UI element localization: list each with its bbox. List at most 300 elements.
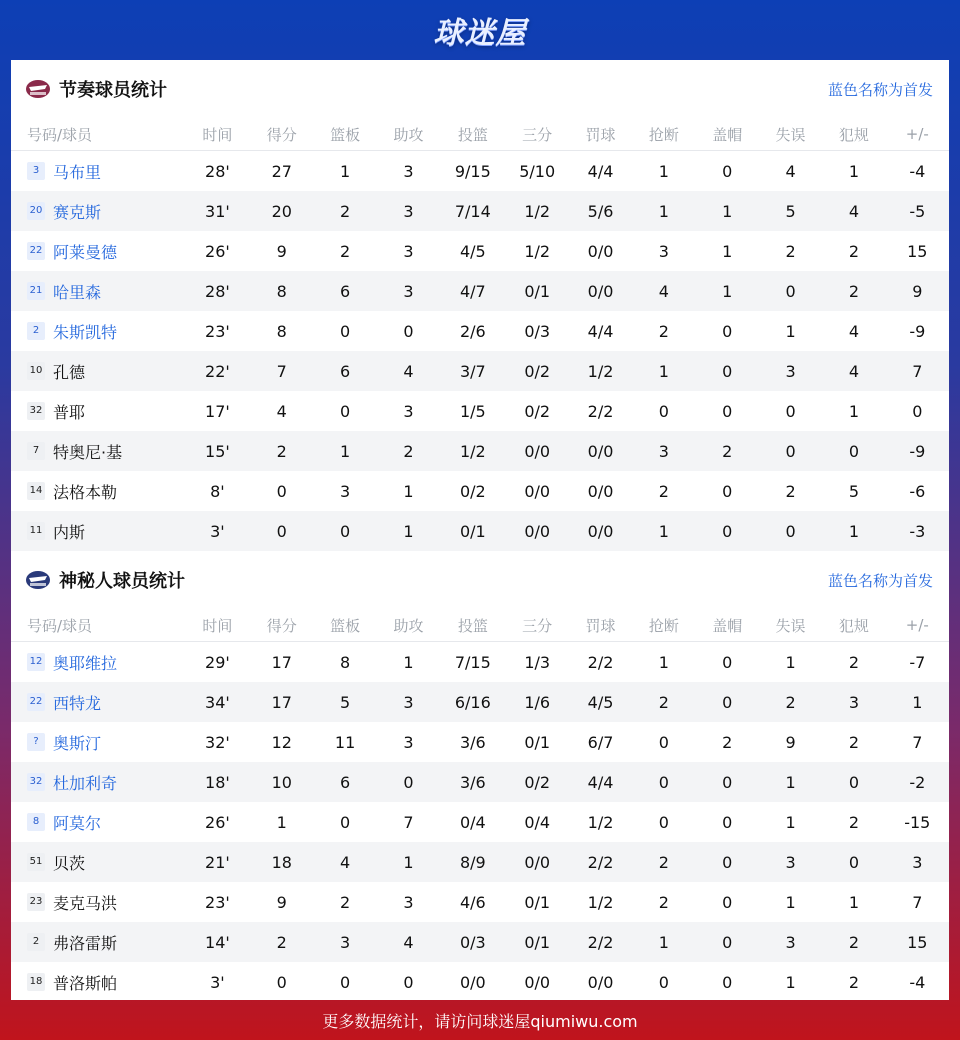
stat-cell: 3 — [403, 161, 414, 181]
player-name[interactable]: 弗洛雷斯 — [53, 933, 118, 953]
stat-cell: 0 — [822, 762, 885, 802]
stat-cell: 1 — [403, 652, 414, 672]
stat-cell: 12 — [271, 732, 292, 752]
footer-text[interactable]: 更多数据统计，请访问球迷屋qiumiwu.com — [322, 1011, 638, 1031]
stat-cell: 2 — [722, 732, 733, 752]
player-cell[interactable] — [11, 431, 185, 471]
column-header: 投篮 — [440, 609, 505, 642]
stat-cell: -2 — [886, 762, 949, 802]
table-row[interactable] — [11, 962, 949, 1002]
stat-cell: 7 — [403, 812, 414, 832]
stat-cell: 4 — [632, 271, 695, 311]
stat-cell: 4 — [848, 321, 859, 341]
stat-cell: 0 — [722, 892, 733, 912]
stat-cell: 8/9 — [440, 842, 505, 882]
stat-cell: 29' — [205, 652, 230, 672]
stat-cell: 3 — [632, 431, 695, 471]
jersey-number: 23 — [27, 893, 45, 911]
stat-cell: 6 — [313, 762, 376, 802]
stat-cell: 0/0 — [524, 481, 551, 501]
stat-cell: 3 — [377, 191, 440, 231]
stat-cell: 2 — [658, 892, 669, 912]
player-cell[interactable] — [11, 151, 185, 192]
stat-cell: 9/15 — [454, 161, 491, 181]
stat-cell: 0 — [696, 682, 759, 722]
column-header: 抢断 — [632, 118, 695, 151]
table-row[interactable] — [11, 802, 949, 842]
stat-cell: 0/0 — [569, 511, 632, 551]
player-cell[interactable] — [11, 511, 185, 551]
starter-note: 蓝色名称为首发 — [827, 80, 933, 99]
stat-cell: 0 — [696, 511, 759, 551]
stat-cell: 2 — [250, 922, 313, 962]
table-row[interactable] — [11, 642, 949, 683]
stat-cell: 1 — [848, 401, 859, 421]
table-row[interactable] — [11, 191, 949, 231]
stat-cell: 26' — [205, 812, 230, 832]
player-name[interactable]: 普洛斯帕 — [53, 973, 118, 993]
stat-cell: 0 — [759, 431, 822, 471]
stat-cell: 3' — [185, 511, 250, 551]
stat-cell: 8 — [276, 321, 287, 341]
stat-cell: 0 — [785, 401, 796, 421]
stat-cell: 4 — [377, 351, 440, 391]
stat-cell: 15 — [886, 922, 949, 962]
jersey-number: 3 — [27, 162, 45, 180]
player-name[interactable]: 贝茨 — [53, 853, 86, 873]
table-row[interactable] — [11, 882, 949, 922]
stat-cell: 0/3 — [524, 321, 551, 341]
stat-cell: 3' — [210, 972, 225, 992]
stat-cell: -5 — [886, 191, 949, 231]
stat-cell: 0 — [250, 511, 313, 551]
column-header: 失误 — [759, 118, 822, 151]
stat-cell: 2 — [822, 922, 885, 962]
stat-cell: 1/2 — [569, 351, 632, 391]
stat-cell: 8 — [250, 271, 313, 311]
table-row[interactable] — [11, 271, 949, 311]
player-name[interactable]: 麦克马洪 — [53, 893, 118, 913]
stat-cell: 1 — [848, 161, 859, 181]
stat-cell: 3 — [822, 682, 885, 722]
stat-cell: 9 — [276, 892, 287, 912]
stat-cell: 0/1 — [506, 922, 569, 962]
player-cell[interactable] — [11, 642, 185, 683]
stat-cell: 9 — [785, 732, 796, 752]
stat-cell: 3 — [759, 351, 822, 391]
table-row[interactable] — [11, 431, 949, 471]
player-cell[interactable] — [11, 682, 185, 722]
stat-cell: 4/6 — [459, 892, 486, 912]
stat-cell: 0/4 — [524, 812, 551, 832]
stat-cell: 0 — [403, 321, 414, 341]
stat-cell: 1 — [759, 762, 822, 802]
stat-cell: 1/6 — [506, 682, 569, 722]
jersey-number: 10 — [27, 362, 45, 380]
stat-cell: 9 — [886, 271, 949, 311]
stat-cell: 3 — [403, 892, 414, 912]
team-section — [11, 60, 949, 551]
column-header: 时间 — [185, 609, 250, 642]
stat-cell: 4 — [313, 842, 376, 882]
stat-cell: 8' — [210, 481, 225, 501]
stat-cell: 0/0 — [506, 431, 569, 471]
stat-cell: 15 — [907, 241, 928, 261]
player-cell[interactable] — [11, 802, 185, 842]
stat-cell: 0 — [722, 161, 733, 181]
stat-cell: 1 — [276, 812, 287, 832]
stat-cell: 3 — [403, 241, 414, 261]
table-header-row — [11, 609, 949, 642]
stat-cell: 0/1 — [524, 892, 551, 912]
jersey-number: 20 — [27, 202, 45, 220]
column-header: 盖帽 — [696, 118, 759, 151]
stat-cell: 1 — [658, 652, 669, 672]
section-title-wrap — [25, 76, 167, 102]
stat-cell: 0 — [822, 431, 885, 471]
stat-cell: 1/2 — [587, 812, 614, 832]
stat-cell: 21' — [185, 842, 250, 882]
stat-cell: 3 — [886, 842, 949, 882]
player-name[interactable]: 杜加利奇 — [53, 773, 118, 793]
table-row[interactable] — [11, 722, 949, 762]
player-cell[interactable] — [11, 762, 185, 802]
stat-cell: 1 — [632, 351, 695, 391]
player-cell[interactable] — [11, 311, 185, 351]
column-header: 得分 — [250, 118, 313, 151]
stat-cell: 0/1 — [440, 511, 505, 551]
stat-cell: 0/0 — [587, 972, 614, 992]
stat-cell: 22' — [185, 351, 250, 391]
player-cell[interactable] — [11, 391, 185, 431]
stat-cell: 8 — [340, 652, 351, 672]
column-header: 罚球 — [569, 609, 632, 642]
player-cell[interactable] — [11, 722, 185, 762]
stat-cell: 27 — [271, 161, 292, 181]
stat-cell: 9 — [276, 241, 287, 261]
stat-cell: 1 — [313, 431, 376, 471]
column-header: 助攻 — [377, 118, 440, 151]
table-row[interactable] — [11, 842, 949, 882]
table-row[interactable] — [11, 231, 949, 271]
column-header: +/- — [886, 118, 949, 151]
stat-cell: 0 — [722, 321, 733, 341]
stat-cell: 1 — [848, 892, 859, 912]
player-name[interactable]: 奥耶维拉 — [53, 653, 118, 673]
table-row[interactable] — [11, 311, 949, 351]
stat-cell: 6 — [313, 351, 376, 391]
player-name[interactable]: 阿莫尔 — [53, 813, 102, 833]
stat-cell: 0/0 — [587, 241, 614, 261]
stat-cell: 7 — [886, 351, 949, 391]
stat-cell: 5 — [313, 682, 376, 722]
stat-cell: 6 — [313, 271, 376, 311]
stat-cell: 0/4 — [459, 812, 486, 832]
column-header: 号码/球员 — [11, 118, 185, 151]
stat-cell: 1/2 — [524, 241, 551, 261]
stat-cell: 1/3 — [524, 652, 551, 672]
column-header: 得分 — [250, 609, 313, 642]
stat-cell: 2 — [250, 431, 313, 471]
stat-cell: 0/2 — [524, 401, 551, 421]
stat-cell: 5/6 — [569, 191, 632, 231]
stat-cell: 0 — [340, 812, 351, 832]
stat-cell: 34' — [185, 682, 250, 722]
stat-cell: 1/2 — [440, 431, 505, 471]
player-name[interactable]: 马布里 — [53, 162, 102, 182]
stat-cell: 0/1 — [524, 732, 551, 752]
stat-cell: 0 — [822, 842, 885, 882]
jersey-number: 18 — [27, 973, 45, 991]
stat-cell: 2 — [848, 732, 859, 752]
column-header: 盖帽 — [696, 609, 759, 642]
stat-cell: 2 — [848, 812, 859, 832]
stat-cell: 23' — [205, 321, 230, 341]
stat-cell: 2 — [822, 271, 885, 311]
stat-cell: 4/4 — [587, 161, 614, 181]
stat-cell: 2 — [340, 241, 351, 261]
stat-cell: 3/6 — [459, 732, 486, 752]
stat-cell: -9 — [886, 431, 949, 471]
table-row[interactable] — [11, 151, 949, 192]
table-row[interactable] — [11, 762, 949, 802]
stat-cell: 28' — [185, 271, 250, 311]
stat-cell: 3 — [340, 481, 351, 501]
stat-cell: 1/2 — [587, 892, 614, 912]
column-header: 投篮 — [440, 118, 505, 151]
stat-cell: 2 — [632, 682, 695, 722]
player-cell[interactable] — [11, 351, 185, 391]
stat-cell: 26' — [205, 241, 230, 261]
stat-cell: 2 — [658, 321, 669, 341]
stat-cell: 1 — [377, 511, 440, 551]
player-name[interactable]: 特奥尼·基 — [53, 442, 123, 462]
team-sections — [11, 60, 949, 1002]
stat-cell: -9 — [909, 321, 926, 341]
jersey-number: 14 — [27, 482, 45, 500]
stat-cell: 0 — [658, 401, 669, 421]
jersey-number: 11 — [27, 522, 45, 540]
stat-cell: 5 — [759, 191, 822, 231]
stat-cell: 0 — [696, 351, 759, 391]
footer-banner[interactable] — [0, 1000, 960, 1040]
stat-cell: 3 — [759, 842, 822, 882]
stat-cell: 0 — [696, 922, 759, 962]
section-title: 神秘人球员统计 — [59, 571, 185, 592]
stat-cell: 1 — [632, 191, 695, 231]
player-stats-table — [11, 609, 949, 1002]
column-header: 三分 — [506, 118, 569, 151]
stat-cell: 18 — [250, 842, 313, 882]
stat-cell: 15' — [185, 431, 250, 471]
table-row[interactable] — [11, 471, 949, 511]
player-cell[interactable] — [11, 882, 185, 922]
player-name[interactable]: 普耶 — [53, 402, 86, 422]
column-header: +/- — [886, 609, 949, 642]
stat-cell: 2 — [340, 892, 351, 912]
player-name[interactable]: 法格本勒 — [53, 482, 118, 502]
table-row[interactable] — [11, 351, 949, 391]
stat-cell: 7/14 — [440, 191, 505, 231]
column-header: 篮板 — [313, 609, 376, 642]
team-section — [11, 551, 949, 1002]
player-cell[interactable] — [11, 922, 185, 962]
jersey-number: 32 — [27, 773, 45, 791]
table-row[interactable] — [11, 682, 949, 722]
stat-cell: 23' — [205, 892, 230, 912]
stat-cell: 3 — [377, 271, 440, 311]
stat-cell: 1 — [886, 682, 949, 722]
column-header: 三分 — [506, 609, 569, 642]
stat-cell: 2 — [377, 431, 440, 471]
stat-cell: 32' — [205, 732, 230, 752]
stat-cell: 0 — [658, 732, 669, 752]
team-logo-icon — [25, 78, 51, 100]
stat-cell: 1 — [696, 191, 759, 231]
jersey-number: 2 — [27, 322, 45, 340]
stat-cell: 2 — [848, 972, 859, 992]
player-cell[interactable] — [11, 471, 185, 511]
section-title: 节奏球员统计 — [59, 80, 167, 101]
stat-cell: -4 — [909, 161, 926, 181]
stat-cell: 0/0 — [459, 972, 486, 992]
stat-cell: 0 — [658, 972, 669, 992]
stat-cell: 2/2 — [569, 922, 632, 962]
stat-cell: 0 — [313, 511, 376, 551]
stat-cell: 2/6 — [459, 321, 486, 341]
player-name[interactable]: 孔德 — [53, 362, 86, 382]
player-name[interactable]: 内斯 — [53, 522, 86, 542]
stat-cell: -15 — [904, 812, 931, 832]
stat-cell: 7/15 — [454, 652, 491, 672]
stat-cell: 0/0 — [506, 842, 569, 882]
table-row[interactable] — [11, 391, 949, 431]
stat-cell: 1 — [822, 511, 885, 551]
top-bar — [0, 0, 960, 60]
player-cell[interactable] — [11, 962, 185, 1002]
stats-card — [11, 60, 949, 1000]
player-name[interactable]: 阿莱曼德 — [53, 242, 118, 262]
stat-cell: 3 — [377, 682, 440, 722]
column-header: 助攻 — [377, 609, 440, 642]
stat-cell: 0 — [722, 652, 733, 672]
stat-cell: 0 — [658, 812, 669, 832]
stat-cell: 0 — [340, 401, 351, 421]
jersey-number: 32 — [27, 402, 45, 420]
jersey-number: ? — [27, 733, 45, 751]
stat-cell: -4 — [909, 972, 926, 992]
stat-cell: 2 — [313, 191, 376, 231]
player-name[interactable]: 赛克斯 — [53, 202, 102, 222]
stat-cell: 7 — [912, 892, 923, 912]
stat-cell: 1 — [785, 892, 796, 912]
stat-cell: -7 — [909, 652, 926, 672]
player-cell[interactable] — [11, 191, 185, 231]
stat-cell: 2/2 — [587, 401, 614, 421]
stat-cell: 7 — [912, 732, 923, 752]
stat-cell: 4/7 — [440, 271, 505, 311]
stat-cell: 4 — [377, 922, 440, 962]
player-name[interactable]: 朱斯凯特 — [53, 322, 118, 342]
stat-cell: 17' — [205, 401, 230, 421]
stat-cell: 1/5 — [459, 401, 486, 421]
stat-cell: 17 — [271, 652, 292, 672]
stat-cell: 3 — [403, 732, 414, 752]
stat-cell: 4 — [276, 401, 287, 421]
stat-cell: 0 — [696, 762, 759, 802]
stat-cell: 0 — [722, 812, 733, 832]
stat-cell: 0 — [403, 972, 414, 992]
stat-cell: 0 — [340, 321, 351, 341]
stat-cell: 0/2 — [459, 481, 486, 501]
jersey-number: 12 — [27, 653, 45, 671]
stat-cell: 0/2 — [506, 762, 569, 802]
column-header: 犯规 — [822, 118, 885, 151]
stat-cell: 1 — [658, 161, 669, 181]
stat-cell: 0 — [632, 762, 695, 802]
section-header — [11, 551, 949, 609]
stat-cell: 0/0 — [569, 271, 632, 311]
stat-cell: 4/5 — [459, 241, 486, 261]
column-header: 号码/球员 — [11, 609, 185, 642]
stat-cell: 3/6 — [440, 762, 505, 802]
player-cell[interactable] — [11, 231, 185, 271]
table-row[interactable] — [11, 922, 949, 962]
stat-cell: 1 — [785, 812, 796, 832]
stat-cell: 3/7 — [440, 351, 505, 391]
table-row[interactable] — [11, 511, 949, 551]
jersey-number: 7 — [27, 442, 45, 460]
stat-cell: 0/0 — [524, 972, 551, 992]
stat-cell: 0 — [696, 842, 759, 882]
stat-cell: 4/4 — [569, 762, 632, 802]
stat-cell: 1 — [340, 161, 351, 181]
stat-cell: 0 — [340, 972, 351, 992]
stat-cell: 5/10 — [519, 161, 556, 181]
stat-cell: 0/0 — [587, 481, 614, 501]
stat-cell: 20 — [250, 191, 313, 231]
player-name[interactable]: 奥斯汀 — [53, 733, 102, 753]
stat-cell: 18' — [185, 762, 250, 802]
stat-cell: 1 — [403, 481, 414, 501]
jersey-number: 22 — [27, 693, 45, 711]
stat-cell: 0/3 — [440, 922, 505, 962]
stat-cell: 0 — [377, 762, 440, 802]
stat-cell: 2 — [785, 241, 796, 261]
stat-cell: 0/2 — [506, 351, 569, 391]
jersey-number: 22 — [27, 242, 45, 260]
jersey-number: 51 — [27, 853, 45, 871]
player-name[interactable]: 哈里森 — [53, 282, 102, 302]
team-logo-icon — [25, 569, 51, 591]
column-header: 失误 — [759, 609, 822, 642]
stat-cell: 11 — [334, 732, 356, 752]
stat-cell: 0 — [759, 511, 822, 551]
table-header-row — [11, 118, 949, 151]
stat-cell: 3 — [313, 922, 376, 962]
stat-cell: 3 — [658, 241, 669, 261]
stat-cell: 4/4 — [587, 321, 614, 341]
stat-cell: 0 — [276, 972, 287, 992]
stat-cell: 0 — [276, 481, 287, 501]
player-name[interactable]: 西特龙 — [53, 693, 102, 713]
stat-cell: 3 — [403, 401, 414, 421]
player-cell[interactable] — [11, 271, 185, 311]
stat-cell: 2/2 — [569, 842, 632, 882]
jersey-number: 21 — [27, 282, 45, 300]
stat-cell: 17 — [250, 682, 313, 722]
player-cell[interactable] — [11, 842, 185, 882]
